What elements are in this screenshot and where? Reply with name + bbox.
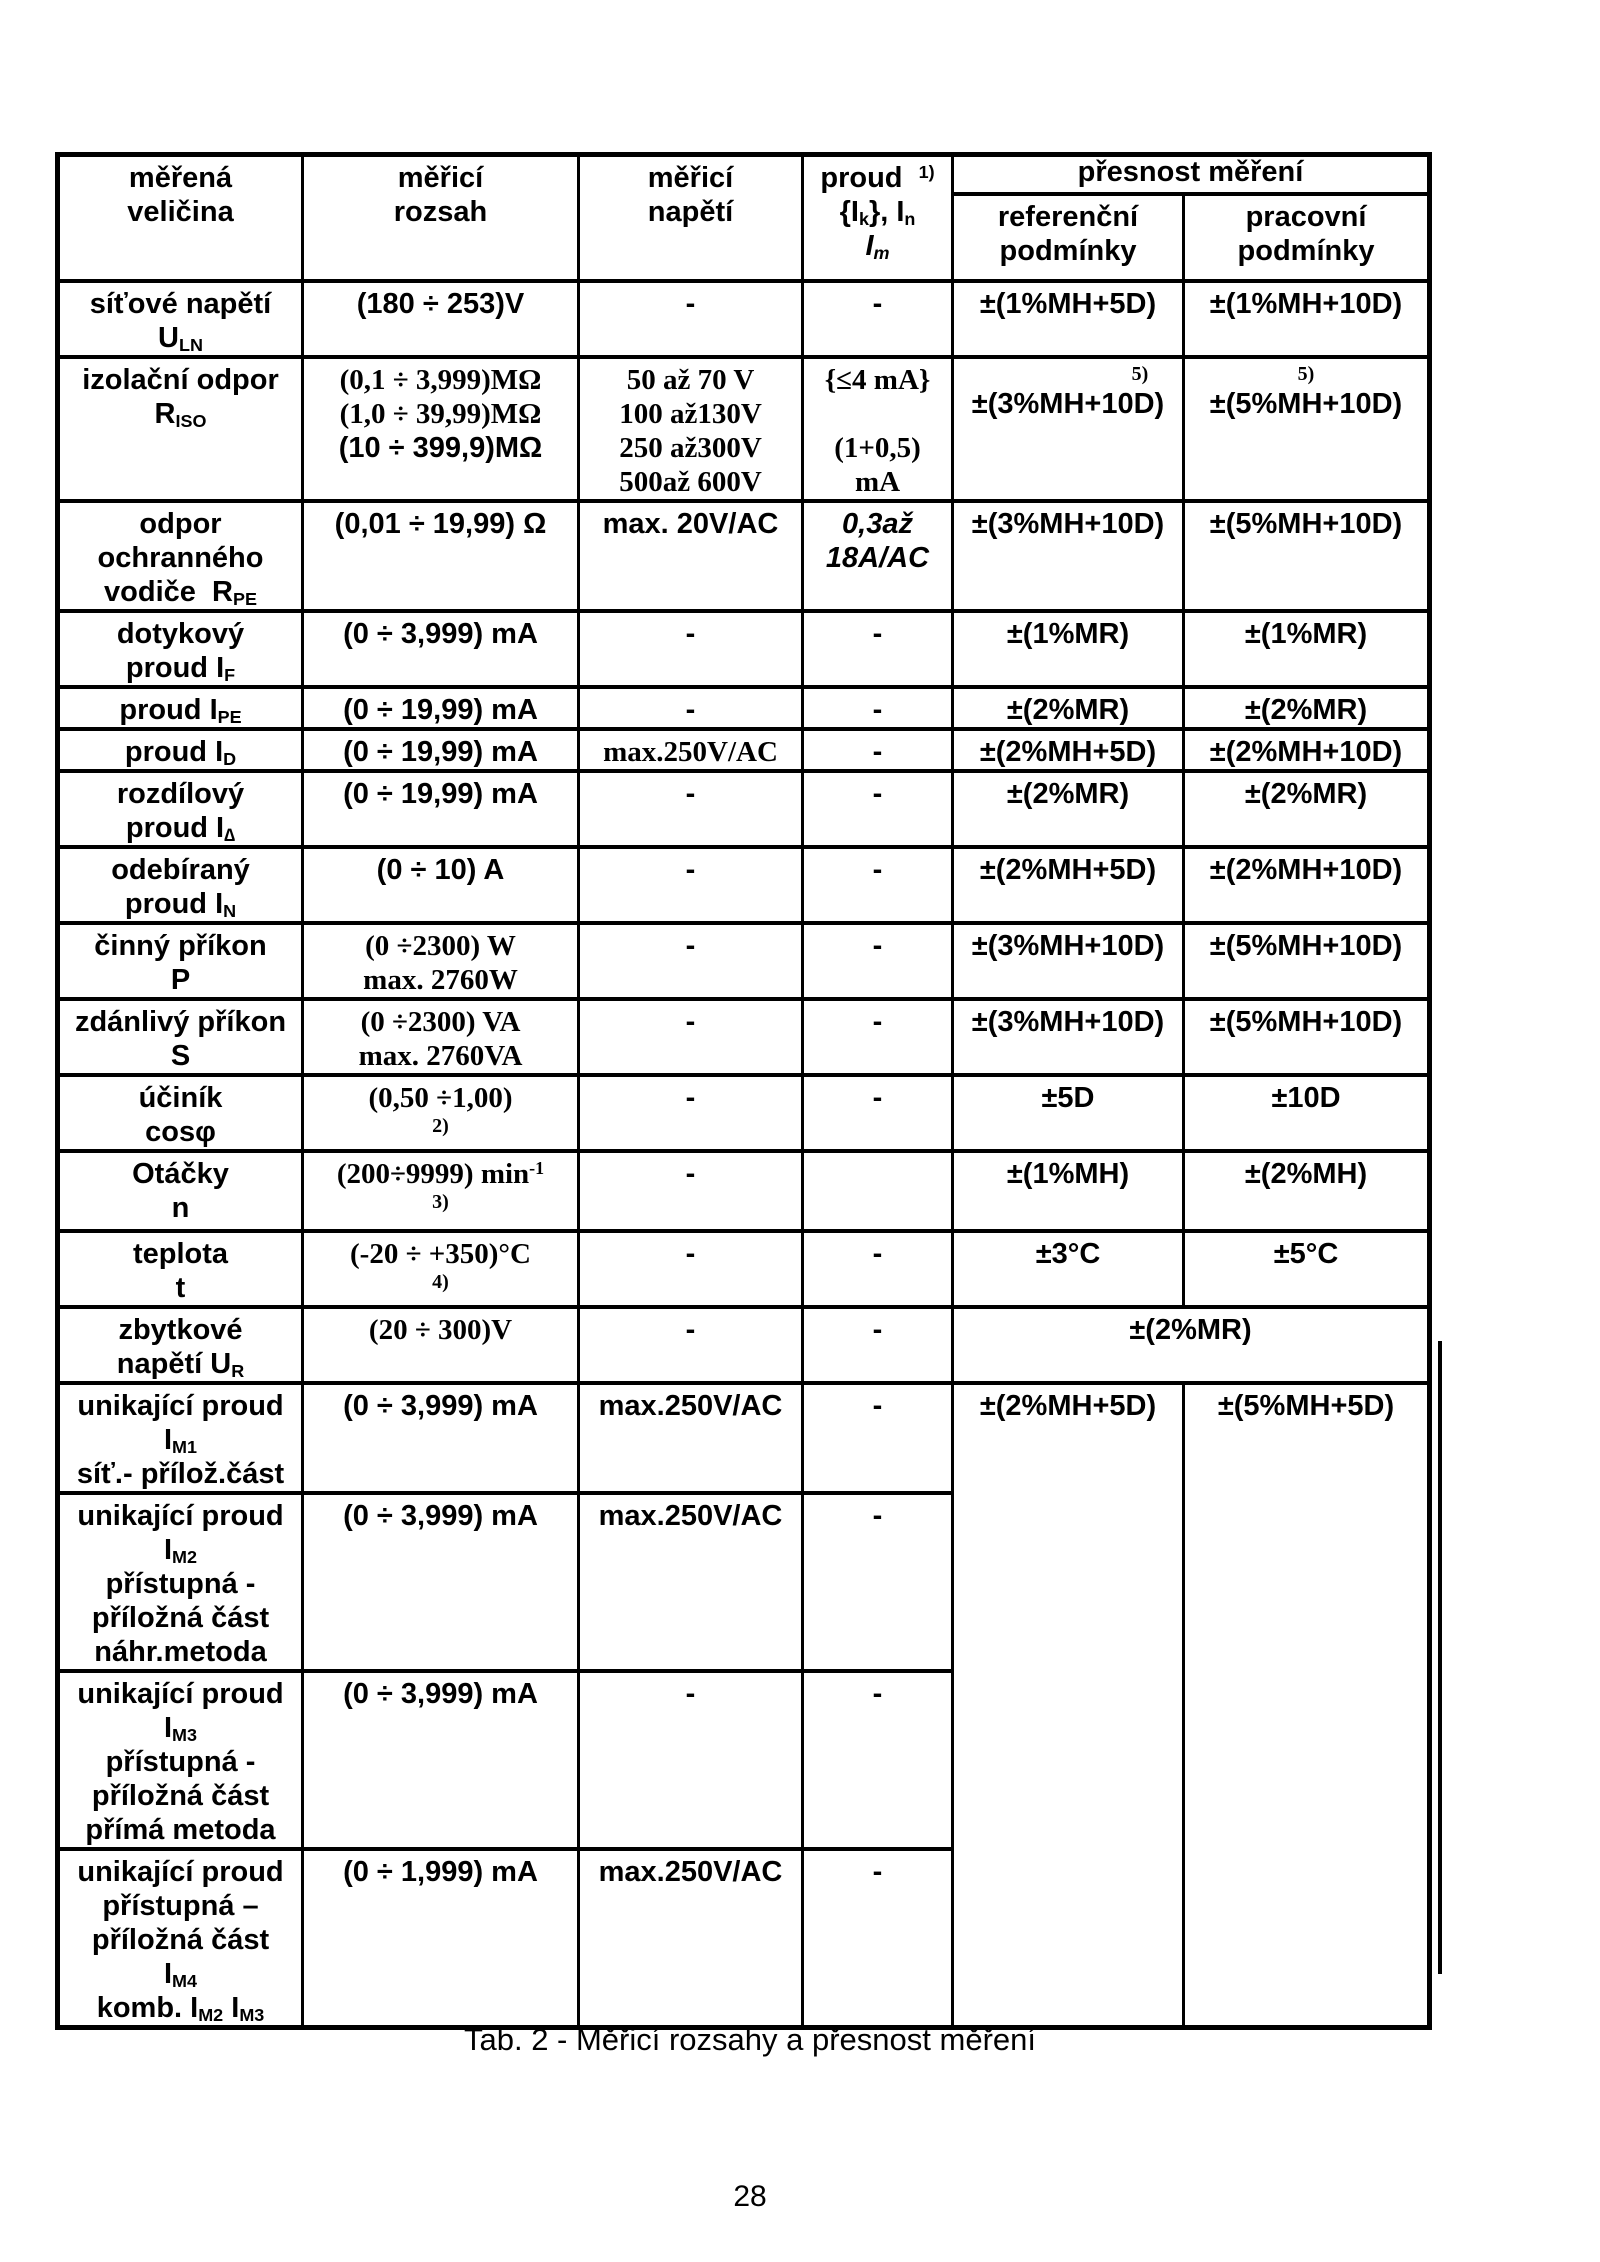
cell-zdanlivy-prikon-current: - [803,999,953,1075]
cell-cinny-prikon-work: ±(5%MH+10D) [1184,923,1430,999]
cell-im1-name: unikající proud $I_{M1}$ síť.- přílož.část [58,1383,303,1493]
cell-odebirany-proud-range: (0 ÷ 10) A [303,847,579,923]
cell-odpor-rpe-range: (0,01 ÷ 19,99) Ω [303,501,579,611]
cell-rozdilovy-proud-voltage: - [579,771,803,847]
table-row [58,611,1430,687]
cell-proud-id-ref: ±(2%MH+5D) [953,729,1184,771]
cell-zdanlivy-prikon-ref: ±(3%MH+10D) [953,999,1184,1075]
table-row [58,1307,1430,1383]
cell-izolacni-odpor-current: {≤4 mA} (1+0,5) mA [803,357,953,501]
cell-odebirany-proud-voltage: - [579,847,803,923]
table-row [58,1075,1430,1151]
cell-ucinik-name: účiník cosφ [58,1075,303,1151]
cell-dotykovy-proud-work: ±(1%MR) [1184,611,1430,687]
cell-izolacni-odpor-name: izolační odpor $R_{ISO}$ [58,357,303,501]
cell-rozdilovy-proud-name: rozdílový proud $I_\Delta$ [58,771,303,847]
cell-odpor-rpe-current: 0,3až 18A/AC [803,501,953,611]
cell-ucinik-voltage: - [579,1075,803,1151]
cell-cinny-prikon-range: (0 ÷2300) W max. 2760W [303,923,579,999]
header-measuring-range: měřicí rozsah [303,155,579,282]
table-outer-edge-line [1438,1341,1442,1974]
cell-im2-current: - [803,1493,953,1671]
table-row [58,847,1430,923]
table-row [58,923,1430,999]
cell-zbytkove-napeti-name: zbytkové napětí $U_R$ [58,1307,303,1383]
table-row [58,771,1430,847]
cell-ucinik-current: - [803,1075,953,1151]
cell-proud-ipe-current: - [803,687,953,729]
cell-sitove-napeti-work: ±(1%MH+10D) [1184,281,1430,357]
cell-im4-range: (0 ÷ 1,999) mA [303,1849,579,2028]
cell-proud-ipe-name: proud $I_{PE}$ [58,687,303,729]
cell-izolacni-odpor-range: (0,1 ÷ 3,999)MΩ (1,0 ÷ 39,99)MΩ (10 ÷ 399,9)MΩ [303,357,579,501]
cell-teplota-range: (-20 ÷ +350)°C 4) [303,1231,579,1307]
header-working-conditions: pracovní podmínky [1184,194,1430,281]
cell-zbytkove-napeti-accuracy: ±(2%MR) [953,1307,1430,1383]
cell-im2-name: unikající proud $I_{M2}$ přístupná - příložná část náhr.metoda [58,1493,303,1671]
header-measuring-voltage: měřicí napětí [579,155,803,282]
cell-proud-id-work: ±(2%MH+10D) [1184,729,1430,771]
cell-im1-voltage: max.250V/AC [579,1383,803,1493]
cell-teplota-current: - [803,1231,953,1307]
cell-zbytkove-napeti-range: (20 ÷ 300)V [303,1307,579,1383]
cell-odebirany-proud-work: ±(2%MH+10D) [1184,847,1430,923]
cell-im4-voltage: max.250V/AC [579,1849,803,2028]
cell-rozdilovy-proud-work: ±(2%MR) [1184,771,1430,847]
cell-ucinik-range: (0,50 ÷1,00) 2) [303,1075,579,1151]
page-number: 28 [733,2180,767,2213]
cell-ucinik-work: ±10D [1184,1075,1430,1151]
cell-odpor-rpe-voltage: max. 20V/AC [579,501,803,611]
header-measured-quantity: měřená veličina [58,155,303,282]
table-row [58,281,1430,357]
cell-odpor-rpe-name: odpor ochranného vodiče $R_{PE}$ [58,501,303,611]
cell-im1-current: - [803,1383,953,1493]
cell-im3-current: - [803,1671,953,1849]
cell-izolacni-odpor-work: 5) ±(5%MH+10D) [1184,357,1430,501]
cell-otacky-work: ±(2%MH) [1184,1151,1430,1231]
cell-zdanlivy-prikon-work: ±(5%MH+10D) [1184,999,1430,1075]
table-row [58,501,1430,611]
cell-zbytkove-napeti-current: - [803,1307,953,1383]
cell-izolacni-odpor-ref: 5) ±(3%MH+10D) [953,357,1184,501]
measurement-ranges-table [55,152,1432,2030]
cell-sitove-napeti-current: - [803,281,953,357]
cell-zdanlivy-prikon-range: (0 ÷2300) VA max. 2760VA [303,999,579,1075]
cell-zdanlivy-prikon-name: zdánlivý příkon S [58,999,303,1075]
cell-proud-ipe-range: (0 ÷ 19,99) mA [303,687,579,729]
cell-im3-voltage: - [579,1671,803,1849]
cell-teplota-work: ±5°C [1184,1231,1430,1307]
cell-dotykovy-proud-voltage: - [579,611,803,687]
cell-odpor-rpe-work: ±(5%MH+10D) [1184,501,1430,611]
cell-proud-ipe-voltage: - [579,687,803,729]
cell-cinny-prikon-voltage: - [579,923,803,999]
table-row [58,1383,1430,1493]
cell-im4-name: unikající proud přístupná – příložná část $I_{M4}$ komb. $I_{M2}$ $I_{M3}$ [58,1849,303,2028]
cell-leak-currents-ref: ±(2%MH+5D) [953,1383,1184,2028]
header-current: proud $^{1)}$ $\{I_k\}$, $I_n$ $I_m$ [803,155,953,282]
cell-proud-id-voltage: max.250V/AC [579,729,803,771]
cell-im2-range: (0 ÷ 3,999) mA [303,1493,579,1671]
cell-otacky-ref: ±(1%MH) [953,1151,1184,1231]
cell-odebirany-proud-name: odebíraný proud $I_N$ [58,847,303,923]
cell-cinny-prikon-current: - [803,923,953,999]
cell-sitove-napeti-range: (180 ÷ 253)V [303,281,579,357]
cell-im2-voltage: max.250V/AC [579,1493,803,1671]
cell-proud-ipe-ref: ±(2%MR) [953,687,1184,729]
cell-otacky-range: (200÷9999) $\min^{-1}$ 3) [303,1151,579,1231]
cell-ucinik-ref: ±5D [953,1075,1184,1151]
cell-rozdilovy-proud-ref: ±(2%MR) [953,771,1184,847]
cell-teplota-ref: ±3°C [953,1231,1184,1307]
cell-proud-id-range: (0 ÷ 19,99) mA [303,729,579,771]
cell-izolacni-odpor-voltage: 50 až 70 V 100 až130V 250 až300V 500až 600V [579,357,803,501]
table-row [58,1151,1430,1231]
cell-rozdilovy-proud-range: (0 ÷ 19,99) mA [303,771,579,847]
cell-sitove-napeti-name: síťové napětí $U_{LN}$ [58,281,303,357]
table-row [58,687,1430,729]
cell-odebirany-proud-ref: ±(2%MH+5D) [953,847,1184,923]
cell-im3-name: unikající proud $I_{M3}$ přístupná - příložná část přímá metoda [58,1671,303,1849]
cell-im4-current: - [803,1849,953,2028]
table-row [58,999,1430,1075]
cell-dotykovy-proud-current: - [803,611,953,687]
cell-zdanlivy-prikon-voltage: - [579,999,803,1075]
cell-im1-range: (0 ÷ 3,999) mA [303,1383,579,1493]
header-measurement-accuracy: přesnost měření [953,155,1430,195]
cell-dotykovy-proud-range: (0 ÷ 3,999) mA [303,611,579,687]
cell-teplota-name: teplota t [58,1231,303,1307]
table-caption: Tab. 2 - Měřicí rozsahy a přesnost měření [463,2022,1036,2057]
table-row [58,1231,1430,1307]
cell-cinny-prikon-ref: ±(3%MH+10D) [953,923,1184,999]
cell-odpor-rpe-ref: ±(3%MH+10D) [953,501,1184,611]
cell-otacky-voltage: - [579,1151,803,1231]
table-row [58,729,1430,771]
cell-proud-id-current: - [803,729,953,771]
cell-proud-ipe-work: ±(2%MR) [1184,687,1430,729]
cell-cinny-prikon-name: činný příkon P [58,923,303,999]
cell-sitove-napeti-voltage: - [579,281,803,357]
table-row [58,357,1430,501]
cell-dotykovy-proud-ref: ±(1%MR) [953,611,1184,687]
cell-dotykovy-proud-name: dotykový proud $I_F$ [58,611,303,687]
cell-proud-id-name: proud $I_D$ [58,729,303,771]
cell-leak-currents-work: ±(5%MH+5D) [1184,1383,1430,2028]
cell-otacky-name: Otáčky n [58,1151,303,1231]
cell-im3-range: (0 ÷ 3,999) mA [303,1671,579,1849]
header-reference-conditions: referenční podmínky [953,194,1184,281]
cell-teplota-voltage: - [579,1231,803,1307]
cell-odebirany-proud-current: - [803,847,953,923]
cell-zbytkove-napeti-voltage: - [579,1307,803,1383]
cell-sitove-napeti-ref: ±(1%MH+5D) [953,281,1184,357]
cell-rozdilovy-proud-current: - [803,771,953,847]
cell-otacky-current [803,1151,953,1231]
